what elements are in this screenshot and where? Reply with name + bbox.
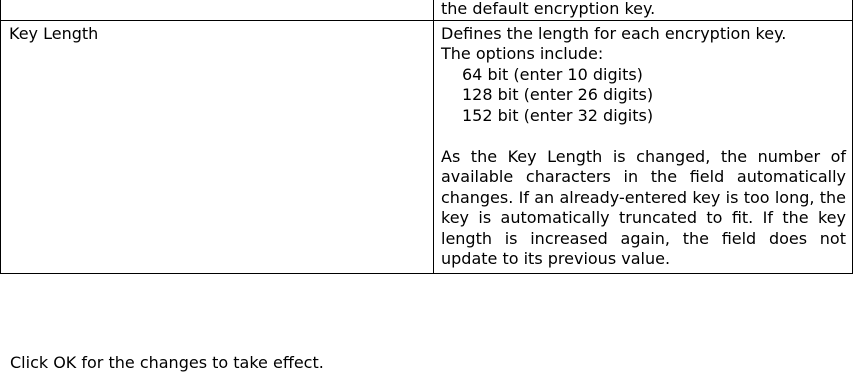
term-cell xyxy=(1,20,434,273)
footer-note: Click OK for the changes to take effect. xyxy=(10,353,324,372)
key-length-paragraph: As the Key Length is changed, the number of available characters in the field automatically changes. If an already-entered key is too long, the key is automatically truncated to fit. If the key length is increased again, the field does not update to its previous value. xyxy=(441,146,846,268)
table-row xyxy=(1,0,853,20)
paragraph-spacer xyxy=(441,126,846,147)
description-cell xyxy=(434,20,853,273)
option-item: 128 bit (enter 26 digits) xyxy=(462,85,654,104)
option-item: 64 bit (enter 10 digits) xyxy=(462,64,643,84)
description-text: the default encryption key. xyxy=(441,0,656,18)
table-row xyxy=(1,20,853,273)
options-label: The options include: xyxy=(441,44,604,63)
key-length-intro: Defines the length for each encryption key. xyxy=(441,23,787,43)
term-key-length: Key Length xyxy=(9,23,99,43)
option-item: 152 bit (enter 32 digits) xyxy=(462,105,654,125)
term-cell-empty xyxy=(1,0,434,20)
description-cell xyxy=(434,0,853,20)
